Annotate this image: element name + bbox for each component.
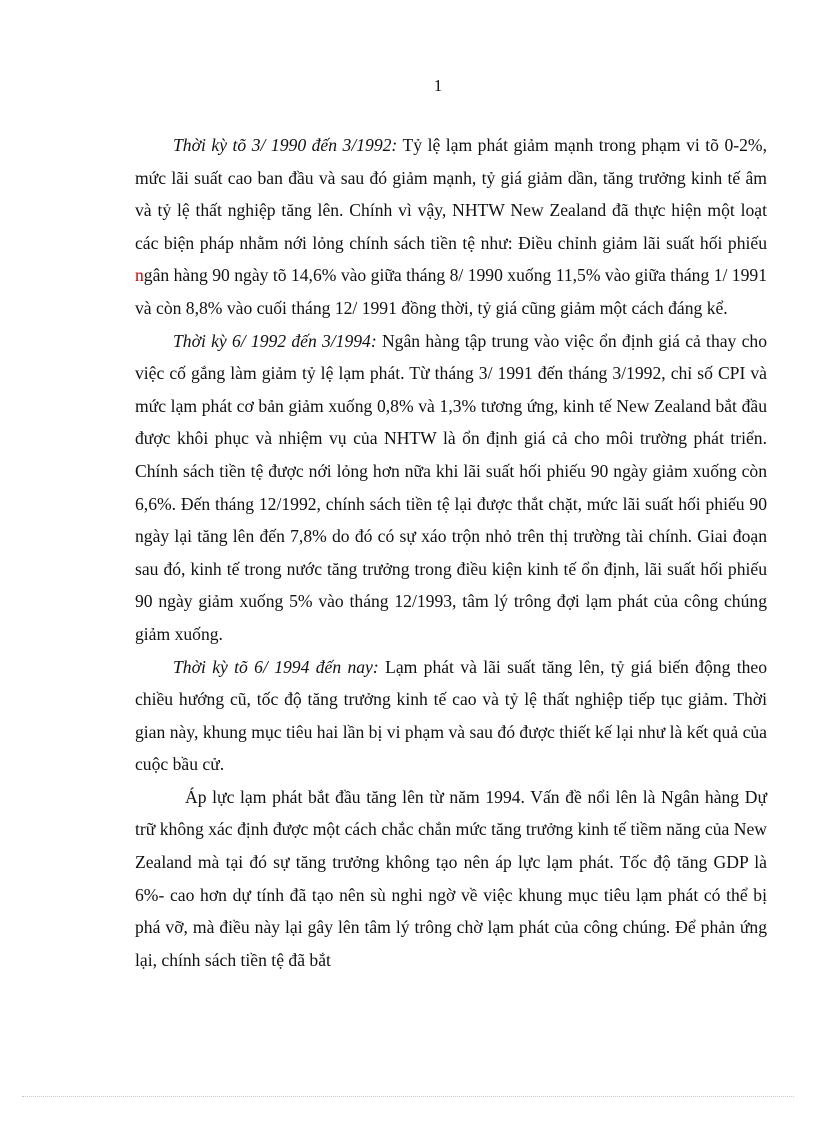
paragraph-period-1994-present: [135, 651, 767, 781]
page-number: 1: [433, 76, 443, 95]
paragraph-period-1990-1992: [135, 129, 767, 325]
paragraph-text: Áp lực lạm phát bắt đầu tăng lên từ năm 1994. Vấn đề nổi lên là Ngân hàng Dự trữ không xác định được một cách chắc chắn mức tăng trưởng kinh tế tiềm năng của New Zealand mà tại đó sự tăng trưởng không tạo nên áp lực lạm phát. Tốc độ tăng GDP là 6%- cao hơn dự tính đã tạo nên sù nghi ngờ về việc khung mục tiêu lạm phát có thể bị phá vỡ, mà điều này lại gây lên tâm lý trông chờ lạm phát của công chúng. Để phản ứng lại, chính sách tiền tệ đã bắt: [135, 786, 767, 970]
paragraph-inflation-pressure: [135, 781, 767, 977]
paragraph-text: Ngân hàng tập trung vào việc ổn định giá cả thay cho việc cố gắng làm giảm tỷ lệ lạm phát. Từ tháng 3/ 1991 đến tháng 3/1992, chỉ số CPI và mức lạm phát cơ bản giảm xuống 0,8% và 1,3% tương ứng, kinh tế New Zealand bắt đầu được khôi phục và nhiệm vụ của NHTW là ổn định giá cả cho môi trường phát triển. Chính sách tiền tệ được nới lỏng hơn nữa khi lãi suất hối phiếu 90 ngày giảm xuống còn 6,6%. Đến tháng 12/1992, chính sách tiền tệ lại được thắt chặt, mức lãi suất hối phiếu 90 ngày lại tăng lên đến 7,8% do đó có sự xáo trộn nhỏ trên thị trường tài chính. Giai đoạn sau đó, kinh tế trong nước tăng trưởng trong điều kiện kinh tế ổn định, lãi suất hối phiếu 90 ngày giảm xuống 5% vào tháng 12/1993, tâm lý trông đợi lạm phát của công chúng giảm xuống.: [135, 330, 767, 644]
period-heading: Thời kỳ tõ 6/ 1994 đến nay:: [173, 656, 379, 677]
paragraph-period-1992-1994: [135, 325, 767, 651]
period-heading: Thời kỳ 6/ 1992 đến 3/1994:: [173, 330, 377, 351]
paragraph-text: Tỷ lệ lạm phát giảm mạnh trong phạm vi tõ 0-2%, mức lãi suất cao ban đầu và sau đó giảm mạnh, tỷ giá giảm dần, tăng trưởng kinh tế âm và tỷ lệ thất nghiệp tăng lên. Chính vì vậy, NHTW New Zealand đã thực hiện một loạt các biện pháp nhằm nới lỏng chính sách tiền tệ như: Điều chỉnh giảm lãi suất hối phiếu: [135, 135, 767, 253]
document-body: [135, 129, 767, 976]
paragraph-text: gân hàng 90 ngày tõ 14,6% vào giữa tháng 8/ 1990 xuống 11,5% vào giữa tháng 1/ 1991 và còn 8,8% vào cuối tháng 12/ 1991 đồng thời, tỷ giá cũng giảm một cách đáng kể.: [135, 265, 767, 318]
page-bottom-divider: [22, 1096, 794, 1097]
period-heading: Thời kỳ tõ 3/ 1990 đến 3/1992:: [173, 135, 398, 155]
paragraph-text: Lạm phát và lãi suất tăng lên, tỷ giá biến động theo chiều hướng cũ, tốc độ tăng trưởng kinh tế cao và tỷ lệ thất nghiệp tiếp tục giảm. Thời gian này, khung mục tiêu hai lần bị vi phạm và sau đó được thiết kế lại như là kết quả của cuộc bầu cử.: [135, 656, 767, 775]
highlighted-letter: n: [135, 265, 144, 286]
